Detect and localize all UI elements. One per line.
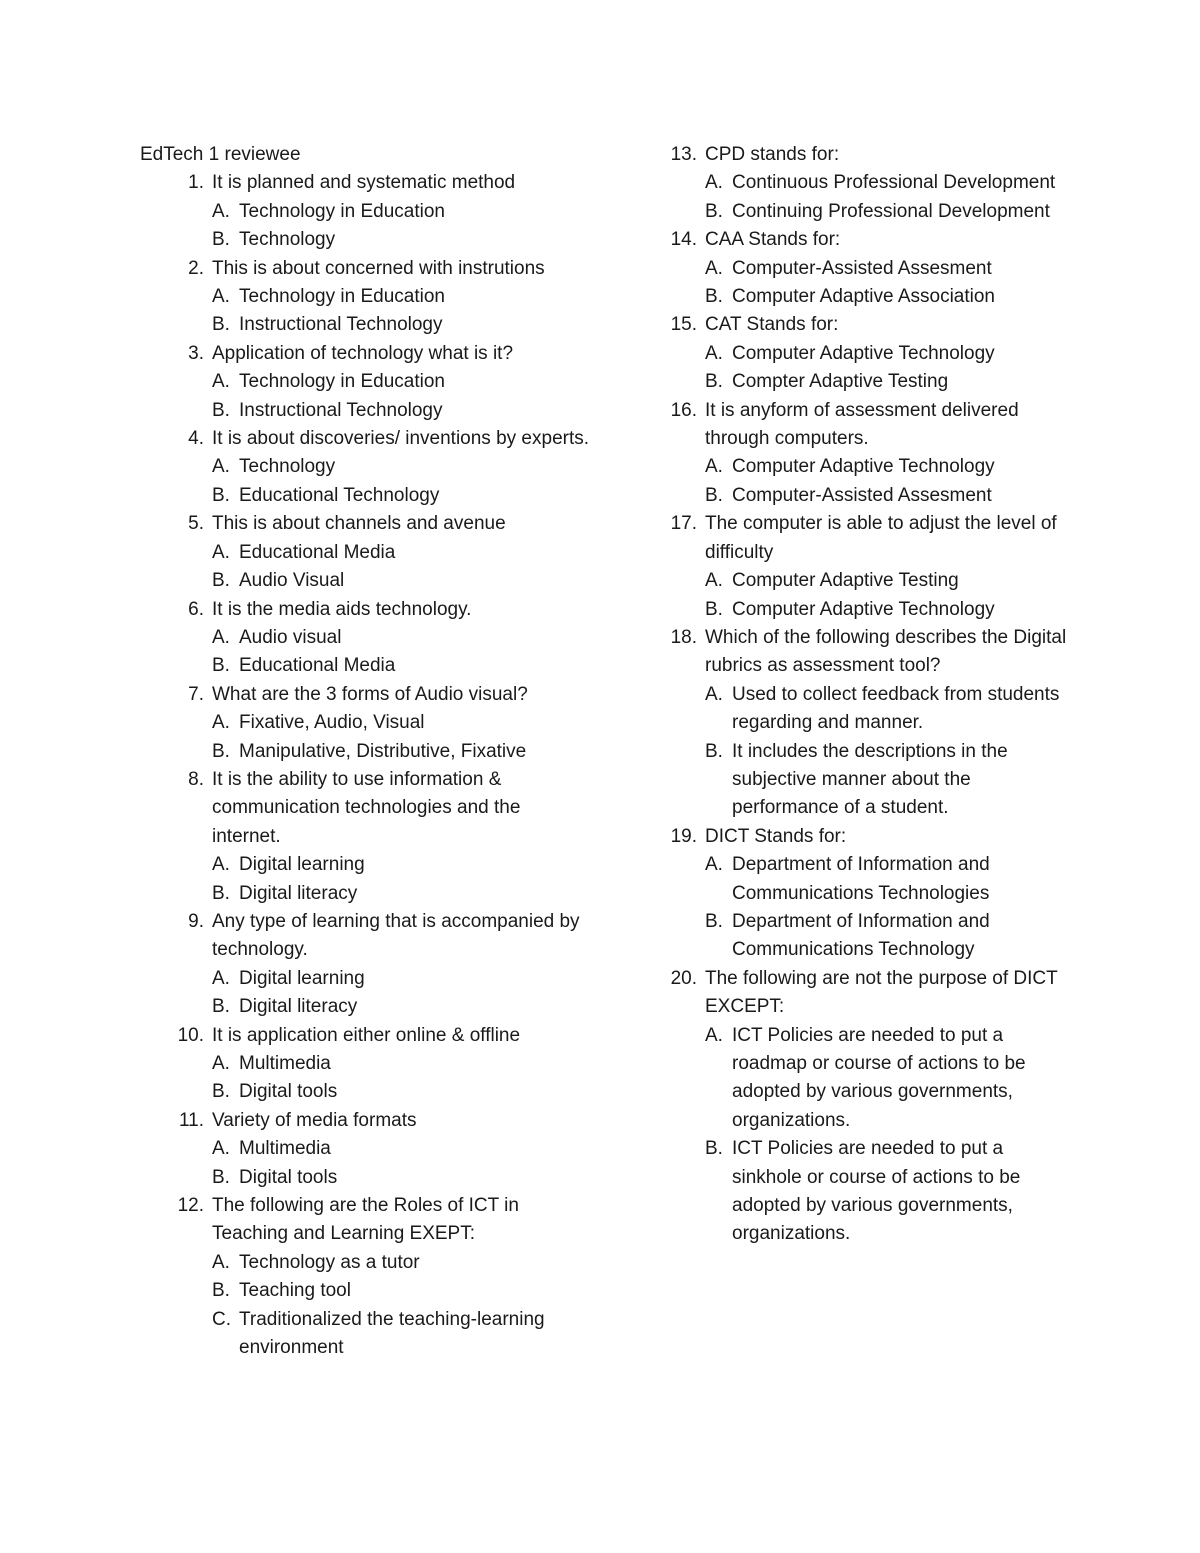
question-item [140,596,590,624]
option-label: A. [705,854,723,876]
answer-option [140,567,590,595]
option-text: Teaching tool [239,1280,351,1302]
question-text: What are the 3 forms of Audio visual? [212,683,528,705]
option-text: Multimedia [239,1053,331,1074]
question-number: 10. [177,1024,204,1046]
option-label: B. [212,570,230,592]
question-item [140,1022,590,1050]
option-text: Instructional Technology [239,314,443,336]
option-label: A. [212,967,230,989]
option-label: B. [705,200,723,222]
question-text: It is the ability to use information & communication technologies and the internet. [212,768,521,847]
answer-option [140,851,590,879]
answer-option [140,226,590,254]
option-text: Technology in Education [239,286,445,308]
option-text: Traditionalized the teaching-learning environment [239,1308,545,1359]
option-text: Computer-Assisted Assesment [732,484,992,506]
question-number: 3. [188,342,204,364]
option-text: Educational Media [239,655,396,677]
option-label: A. [212,456,230,478]
question-item [668,965,1068,1022]
answer-option [668,1022,1068,1136]
question-item [140,255,590,283]
question-item [140,510,590,538]
answer-option [140,965,590,993]
option-label: B. [212,229,230,251]
question-item [140,340,590,368]
question-text: CPD stands for: [705,144,840,165]
option-text: Instructional Technology [239,399,443,421]
option-label: B. [212,1280,230,1302]
question-number: 7. [188,683,204,705]
option-label: B. [212,655,230,677]
answer-option [140,539,590,567]
question-text: It is anyform of assessment delivered through computers. [705,399,1019,450]
option-label: B. [212,484,230,506]
option-text: Technology in Education [239,200,445,222]
option-label: C. [212,1308,231,1330]
option-label: B. [705,910,723,932]
question-item [140,766,590,851]
option-text: Computer Adaptive Technology [732,456,995,478]
question-list [668,141,1068,1249]
option-label: A. [705,456,723,478]
option-text: Technology [239,229,336,251]
answer-option [668,1135,1068,1249]
option-label: A. [212,712,230,734]
option-label: B. [212,399,230,421]
option-label: A. [705,1024,723,1046]
question-item [140,1192,590,1249]
answer-option [668,340,1068,368]
right-column [668,141,1068,1249]
option-label: B. [705,1138,723,1160]
question-text: Application of technology what is it? [212,342,514,364]
option-text: Educational Technology [239,484,440,506]
option-text: ICT Policies are needed to put a sinkhole or course of actions to be adopted by various governments, organizations. [732,1138,1021,1245]
answer-option [140,482,590,510]
question-item [668,141,1068,169]
option-text: Continuing Professional Development [732,200,1050,222]
option-label: B. [212,1081,230,1103]
question-item [668,226,1068,254]
answer-option [140,283,590,311]
question-number: 8. [188,768,204,790]
option-text: Audio Visual [239,570,345,592]
question-text: The following are the Roles of ICT in Teaching and Learning EXEPT: [212,1195,519,1245]
document-title: EdTech 1 reviewee [140,144,301,165]
answer-option [140,1078,590,1106]
option-label: A. [705,570,723,592]
option-text: ICT Policies are needed to put a roadmap or course of actions to be adopted by various governments, organizations. [732,1024,1026,1131]
option-label: B. [212,1166,230,1188]
answer-option [668,198,1068,226]
question-text: It is about discoveries/ inventions by experts. [212,428,590,450]
option-text: Computer Adaptive Technology [732,342,995,364]
question-number: 15. [670,314,697,336]
option-label: A. [212,371,230,393]
answer-option [140,1164,590,1192]
answer-option [140,880,590,908]
answer-option [140,1277,590,1305]
question-number: 5. [188,513,204,535]
answer-option [668,681,1068,738]
answer-option [668,255,1068,283]
option-label: B. [705,286,723,308]
option-label: A. [212,1251,230,1273]
answer-option [140,709,590,737]
question-number: 1. [188,172,204,194]
option-label: B. [705,598,723,620]
question-text: This is about channels and avenue [212,513,506,535]
option-label: A. [705,172,723,194]
option-text: Digital learning [239,854,365,876]
question-number: 14. [670,229,697,251]
answer-option [140,1306,590,1363]
option-text: Digital tools [239,1166,338,1188]
question-item [140,1107,590,1135]
answer-option [668,368,1068,396]
option-text: Multimedia [239,1138,331,1160]
option-text: Department of Information and Communications Technology [732,910,990,961]
answer-option [668,596,1068,624]
question-number: 2. [188,257,204,279]
question-item [140,908,590,965]
question-text: DICT Stands for: [705,825,847,847]
answer-option [140,198,590,226]
question-number: 13. [670,144,697,165]
answer-option [668,482,1068,510]
option-label: B. [212,314,230,336]
question-number: 6. [188,598,204,620]
option-label: A. [212,286,230,308]
question-item [140,425,590,453]
option-text: Technology as a tutor [239,1251,420,1273]
option-text: Used to collect feedback from students regarding and manner. [732,683,1060,734]
answer-option [668,453,1068,481]
option-label: B. [705,740,723,762]
question-number: 19. [670,825,697,847]
answer-option [668,851,1068,908]
answer-option [140,453,590,481]
answer-option [140,311,590,339]
option-text: Computer Adaptive Testing [732,570,959,592]
answer-option [140,1050,590,1078]
option-label: A. [705,257,723,279]
option-text: Computer Adaptive Technology [732,598,995,620]
question-text: It is application either online & offline [212,1024,521,1046]
option-text: Audio visual [239,626,342,648]
answer-option [140,993,590,1021]
answer-option [668,738,1068,823]
question-text: Which of the following describes the Digital rubrics as assessment tool? [705,626,1067,677]
option-text: Continuous Professional Development [732,172,1056,194]
question-text: Any type of learning that is accompanied by technology. [212,910,580,961]
question-text: It is planned and systematic method [212,172,516,194]
question-item [668,823,1068,851]
option-text: Digital literacy [239,882,358,904]
option-text: Digital literacy [239,996,358,1018]
option-text: Educational Media [239,541,396,563]
question-item [668,311,1068,339]
answer-option [140,397,590,425]
option-label: B. [212,996,230,1018]
answer-option [140,738,590,766]
option-text: Fixative, Audio, Visual [239,712,425,734]
answer-option [140,368,590,396]
option-label: B. [705,371,723,393]
question-number: 12. [177,1195,204,1217]
left-column [140,141,590,1362]
answer-option [140,624,590,652]
question-number: 20. [670,967,697,989]
question-item [668,510,1068,567]
option-text: Technology [239,456,336,478]
question-number: 11. [178,1109,204,1131]
option-label: B. [212,882,230,904]
answer-option [668,169,1068,197]
option-text: Technology in Education [239,371,445,393]
option-text: Digital tools [239,1081,338,1103]
option-label: B. [705,484,723,506]
option-label: A. [212,541,230,563]
question-text: It is the media aids technology. [212,598,472,620]
option-text: It includes the descriptions in the subjective manner about the performance of a student. [732,740,1008,819]
question-number: 4. [188,428,204,450]
answer-option [140,1249,590,1277]
question-number: 18. [670,626,697,648]
option-text: Computer Adaptive Association [732,286,995,308]
question-text: CAT Stands for: [705,314,839,336]
question-text: The computer is able to adjust the level of difficulty [705,513,1057,563]
question-item [668,397,1068,454]
option-label: A. [705,342,723,364]
answer-option [140,652,590,680]
option-text: Department of Information and Communications Technologies [732,854,990,904]
answer-option [668,567,1068,595]
question-item [668,624,1068,681]
question-item [140,681,590,709]
option-label: A. [212,854,230,876]
option-label: A. [705,683,723,705]
option-label: A. [212,1138,230,1160]
option-text: Compter Adaptive Testing [732,371,949,393]
option-label: B. [212,740,230,762]
option-label: A. [212,200,230,222]
option-text: Digital learning [239,967,365,989]
option-label: A. [212,626,230,648]
question-list [140,169,590,1362]
question-text: CAA Stands for: [705,229,841,251]
option-text: Computer-Assisted Assesment [732,257,992,279]
question-number: 16. [670,399,697,421]
option-text: Manipulative, Distributive, Fixative [239,740,527,762]
answer-option [668,283,1068,311]
question-text: The following are not the purpose of DICT EXCEPT: [705,967,1058,1018]
option-label: A. [212,1053,230,1074]
question-number: 9. [188,910,204,932]
question-text: This is about concerned with instrutions [212,257,545,279]
question-item [140,169,590,197]
answer-option [668,908,1068,965]
question-text: Variety of media formats [212,1109,417,1131]
question-number: 17. [670,513,697,535]
answer-option [140,1135,590,1163]
